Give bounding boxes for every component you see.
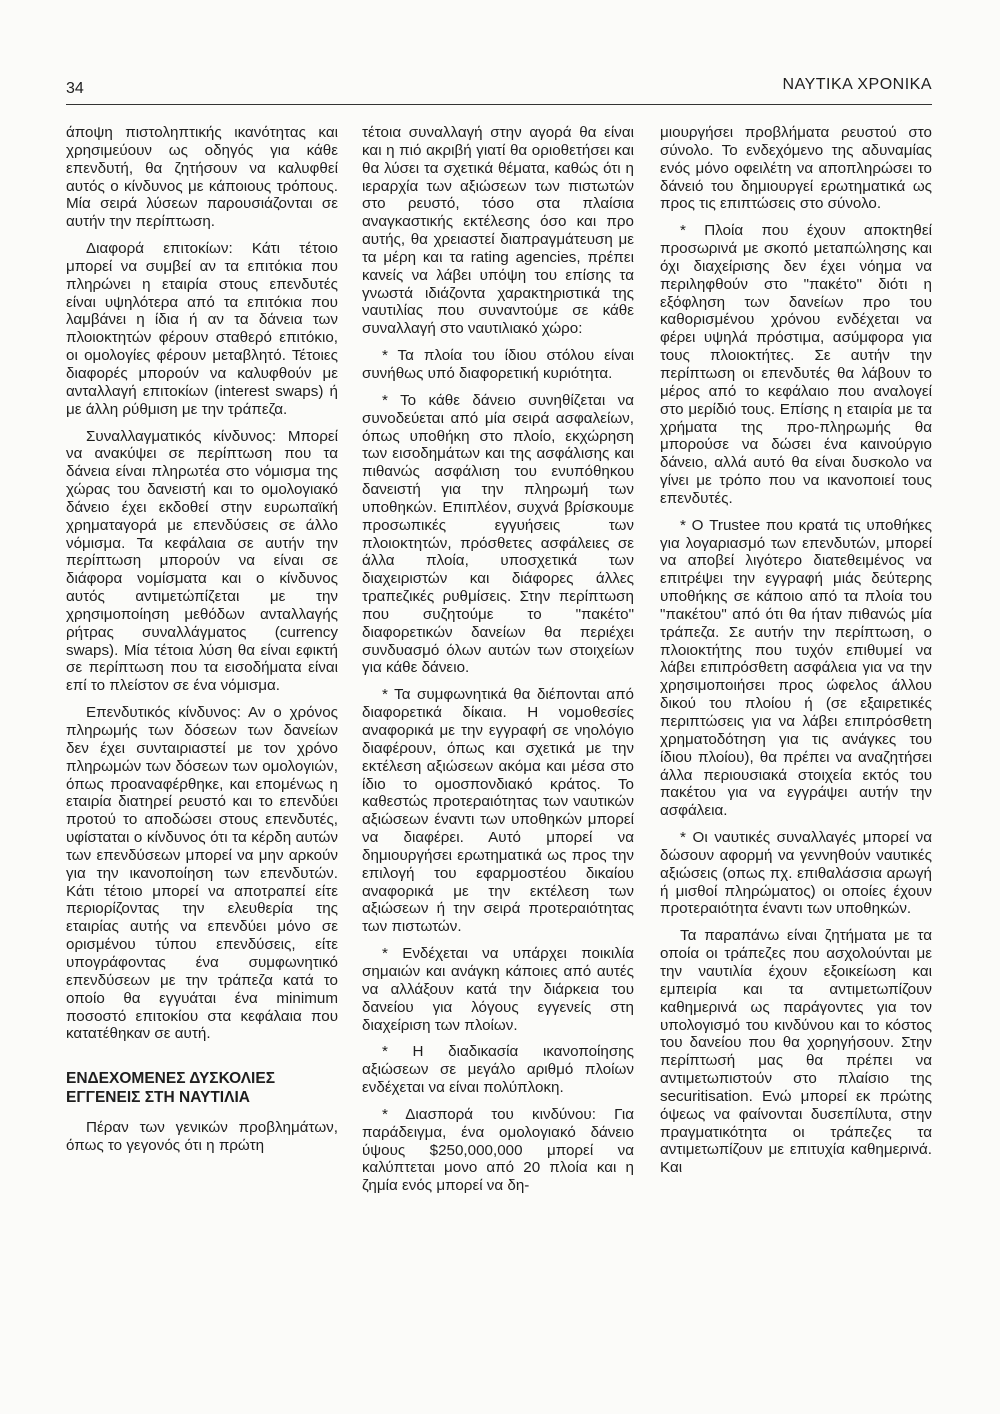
page-header xyxy=(66,74,932,105)
column-2 xyxy=(362,124,634,1204)
paragraph: άποψη πιστοληπτικής ικανότητας και χρησιμεύουν ως οδηγός για κάθε επενδυτή, θα ζητήσουν να καλυφθεί αυτός ο κίνδυνος με κάποιους τρόπους. Μία σειρά λύσεων παρουσιάζονται σε αυτήν την περίπτωση. xyxy=(66,124,338,231)
article-body xyxy=(66,124,932,1384)
paragraph: Τα παραπάνω είναι ζητήματα με τα οποία οι τράπεζες που ασχολούνται με την ναυτιλία έχουν εξοικείωση και εμπειρία και τα αντιμετωπίζουν καθημερινά ως παράγοντες για τον υπολογισμό του κινδύνου και το κόστος του δανείου που θα χορηγήσουν. Στην περίπτωσή μας θα πρέπει να αντιμετωπιστούν στο πλαίσιο της securitisation. Ενώ μπορεί εκ πρώτης όψεως να φαίνονται δυσεπίλυτα, στην πραγματικότητα οι τράπεζες τα αντιμετωπίζουν με επιτυχία καθημερινά. Και xyxy=(660,927,932,1177)
page-number: 34 xyxy=(66,80,84,97)
paragraph: * Πλοία που έχουν αποκτηθεί προσωρινά με σκοπό μεταπώλησης και όχι διαχείρισης δεν έχει νόημα να περιληφθούν στο "πακέτο" διότι η εξόφληση των δανείων προ του καθορισμένου χρόνου ενδέχεται να φέρει υψηλά πρόστιμα, ασύμφορα για τους πλοιοκτήτες. Σε αυτήν την περίπτωση οι επενδυτές θα λάβουν το μέρος από το κεφάλαιο που αναλογεί στο μερίδιό τους. Επίσης η εταιρία με τα χρήματα της προ-πληρωμής θα μπορούσε να δώσει ένα καινούργιο δάνειο, αλλά αυτό θα είναι δυσκολο να γίνει με τρόπο που να ικανοποιεί τους επενδυτές. xyxy=(660,222,932,507)
journal-title: ΝΑΥΤΙΚΑ ΧΡΟΝΙΚΑ xyxy=(782,76,932,93)
paragraph: * Τα συμφωνητικά θα διέπονται από διαφορετικά δίκαια. Η νομοθεσίες αναφορικά με την εγγραφή σε νηολόγιο διαφέρουν, όπως και σχετικά με την εκτέλεση αξιώσεων ακόμα και μέσα στο ίδιο το ομοσπονδιακό κράτος. Το καθεστώς προτεραιότητας των ναυτικών αξιώσεων έναντι των υποθηκών μπορεί να διαφέρει. Αυτό μπορεί να δημιουργήσει ερωτηματικά ως προς την επιλογή του εφαρμοστέου δικαίου αναφορικά με την εκτέλεση των αξιώσεων ή την σειρά προτεραιότητας των πιστωτών. xyxy=(362,686,634,936)
paragraph: Διαφορά επιτοκίων: Κάτι τέτοιο μπορεί να συμβεί αν τα επιτόκια που πληρώνει η εταιρία στους επενδυτές είναι υψηλότερα από τα επιτόκια που λαμβάνει η ίδια ή αν τα δάνεια των πλοιοκτητών φέρουν σταθερό επιτόκιο, οι ομολογίες φέρουν μεταβλητό. Τέτοιες διαφορές μπορούν να καλυφθούν με ανταλλαγή επιτοκίων (interest swaps) ή με άλλη ρύθμιση με την τράπεζα. xyxy=(66,240,338,418)
paragraph: * Ενδέχεται να υπάρχει ποικιλία σημαιών και ανάγκη κάποιες από αυτές να αλλάξουν κατά την διάρκεια του δανείου για λόγους εγγενείς στη διαχείριση των πλοίων. xyxy=(362,945,634,1034)
paragraph: * Διασπορά του κινδύνου: Για παράδειγμα, ένα ομολογιακό δάνειο ύψους $250,000,000 μπορεί να καλύπτεται μονο από 20 πλοία και η ζημία ενός μπορεί να δη- xyxy=(362,1105,634,1195)
paragraph: μιουργήσει προβλήματα ρευστού στο σύνολο. Το ενδεχόμενο της αδυναμίας ενός μόνο οφειλέτη να αποπληρώσει το δάνειό του δημιουργεί ερωτηματικά ως προς τις επιπτώσεις στο σύνολο. xyxy=(660,124,932,213)
paragraph: * Η διαδικασία ικανοποίησης αξιώσεων σε μεγάλο αριθμό πλοίων ενδέχεται να είναι πολύπλοκη. xyxy=(362,1043,634,1097)
paragraph: τέτοια συναλλαγή στην αγορά θα είναι και η πιό ακριβή γιατί θα οριοθετήσει και θα λύσει τα σχετικά θέματα, καθώς ότι η ιεραρχία των αξιώσεων των πιστωτών στο ρευστό, τόσο στα πλαίσια αναγκαστικής εκτέλεσης όσο και προ αυτής, θα χρειαστεί διαπραγμάτευση με τα μέρη και τα rating agencies, πρέπει κανείς να λάβει υπόψη του επίσης τα γνωστά ιδιάζοντα χαρακτηριστικά της ναυτιλίας που συναντούμε σε κάθε συναλλαγή στο ναυτιλιακό χώρο: xyxy=(362,124,634,338)
paragraph: * Οι ναυτικές συναλλαγές μπορεί να δώσουν αφορμή να γεννηθούν ναυτικές αξιώσεις (οπως πχ. επιθαλάσσια αρωγή ή μισθοί πληρώματος) οι οποίες έχουν προτεραιότητα έναντι των υποθηκών. xyxy=(660,829,932,918)
paragraph: * Τα πλοία του ίδιου στόλου είναι συνήθως υπό διαφορετική κυριότητα. xyxy=(362,347,634,382)
paragraph: * Ο Trustee που κρατά τις υποθήκες για λογαριασμό των επενδυτών, μπορεί να αποβεί λιγότερο διατεθειμένος να επιτρέψει την εγγραφή μιάς δεύτερης υποθήκης σε κάποιο από τα πλοία του "πακέτου" από ότι θα ήταν πιθανώς μία τράπεζα. Σε αυτήν την περίπτωση, ο πλοιοκτήτης που τυχόν επιθυμεί να λάβει επιπρόσθετη ασφάλεια για να την χρησιμοποιήσει προς ώφελος άλλου δικού του πλοίου ή (σε εξαιρετικές περιπτώσεις για να λάβει επιπρόσθετη χρηματοδότηση για τις ανάγκες του ίδιου πλοίου), θα πρέπει να αναζητήσει άλλα περιουσιακά στοιχεία εκτός του πακέτου για να εγγράψει αυτήν την ασφάλεια. xyxy=(660,516,932,820)
paragraph: Επενδυτικός κίνδυνος: Αν ο χρόνος πληρωμής των δόσεων των δανείων δεν έχει συνταιριαστεί με τον χρόνο πληρωμών των δόσεων των ομολογιών, όπως προαναφέρθηκε, και επομένως η εταιρία διατηρεί ρευστό και το επενδύει προτού το αποδώσει στους επενδυτές, υφίσταται ο κίνδυνος ότι τα κέρδη αυτών των επενδύσεων μπορεί να μην αρκούν για την ικανοποίηση των επενδυτών. Κάτι τέτοιο μπορεί να αποτραπεί είτε περιορίζοντας την ελευθερία της εταιρίας αυτής να επενδύει μόνο σε ορισμένου τύπου επενδύσεις, είτε υπογράφοντας ένα συμφωνητικό επενδύσεων με την τράπεζα κατά το οποίο θα εγγυάται ένα minimum ποσοστό επιτοκίου στα κεφάλαια που κατατέθηκαν σε αυτή. xyxy=(66,704,338,1043)
paragraph: Πέραν των γενικών προβλημάτων, όπως το γεγονός ότι η πρώτη xyxy=(66,1119,338,1155)
section-heading: ΕΝΔΕΧΟΜΕΝΕΣ ΔΥΣΚΟΛΙΕΣ ΕΓΓΕΝΕΙΣ ΣΤΗ ΝΑΥΤΙΛΙΑ xyxy=(66,1070,276,1107)
column-1 xyxy=(66,124,338,1164)
paragraph: * Το κάθε δάνειο συνηθίζεται να συνοδεύεται από μία σειρά ασφαλείων, όπως υποθήκη στο πλοίο, εκχώρηση των εισοδημάτων και της ασφάλισης και πιθανώς ασφάλιση του ενυπόθηκου δανειστή για την πληρωμή των υποθηκών. Επιπλέον, συχνά βρίσκουμε προσωπικές εγγυήσεις των πλοιοκτητών, πρόσθετες ασφάλειες σε άλλα πλοία, υποσχετικά των διαχειριστών και διάφορες άλλες τραπεζικές ρυθμίσεις. Στην περίπτωση που συζητούμε το "πακέτο" διαφορετικών δανείων θα περιέχει συνδυασμό όλων αυτών των στοιχείων για κάθε δάνειο. xyxy=(362,391,634,677)
column-3 xyxy=(660,124,932,1186)
paragraph: Συναλλαγματικός κίνδυνος: Μπορεί να ανακύψει σε περίπτωση που τα δάνεια είναι πληρωτέα στο νόμισμα της χώρας του δανειστή και το ομολογιακό δάνειο έχει εκδοθεί στην ευρωπαϊκή χρηματαγορά με επενδύσεις σε άλλο νόμισμα. Τα κεφάλαια σε αυτήν την περίπτωση μπορούν να είναι σε διάφορα νομίσματα και ο κίνδυνος αυτός αντιμετώπίζεται με την χρησιμοποίηση μεθόδων ανταλλαγής ρήτρας συναλλάγματος (currency swaps). Μία τέτοια λύση θα είναι εφικτή σε περίπτωση που τα εισοδήματα είναι επί το πλείστον σε ένα νόμισμα. xyxy=(66,427,338,695)
